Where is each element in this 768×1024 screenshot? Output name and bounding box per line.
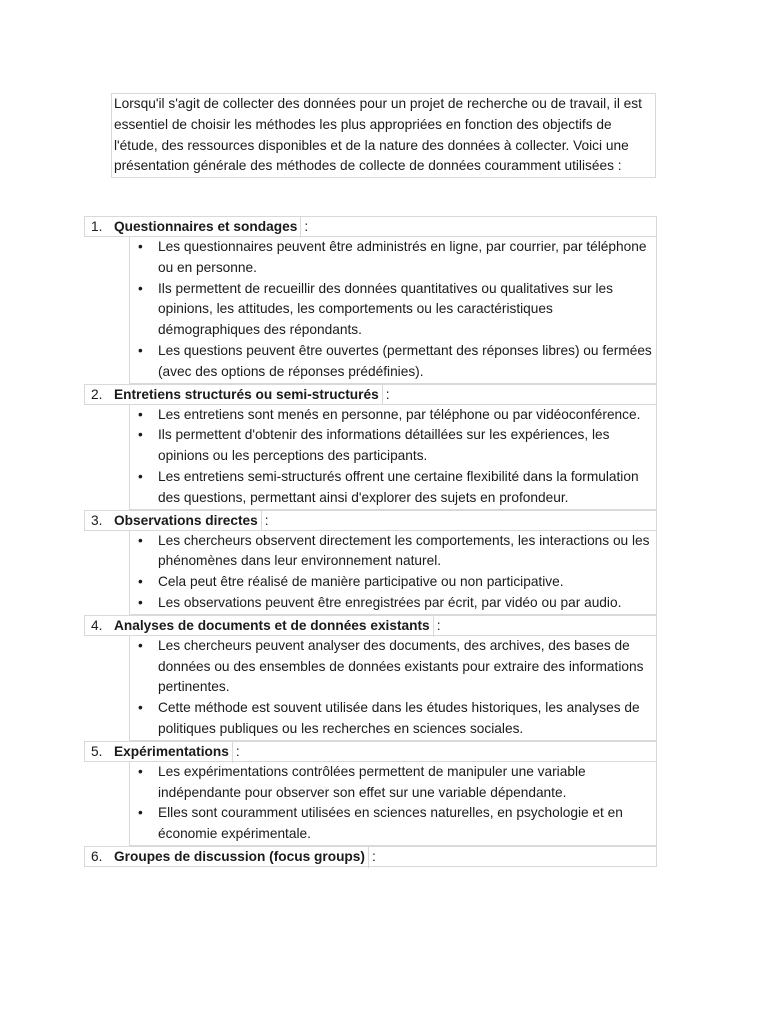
bullet-item: [138, 405, 652, 426]
bullet-dot-icon: •: [138, 427, 143, 443]
method-heading: [84, 510, 657, 531]
bullet-text: Les entretiens semi-structurés offrent une certaine flexibilité dans la formulation des questions, permettant ainsi d'explorer des sujets en profondeur.: [158, 468, 639, 505]
methods-list: [84, 216, 657, 867]
method-number: 1.: [91, 219, 103, 234]
method-number: 6.: [91, 848, 103, 864]
bullet-text: Les expérimentations contrôlées permettent de manipuler une variable indépendante pour observer son effet sur une variable dépendante.: [158, 763, 586, 800]
method-title: Analyses de documents et de données existants: [114, 616, 434, 637]
bullet-item: [138, 467, 652, 509]
bullet-text: Les chercheurs observent directement les comportements, les interactions ou les phénomènes dans leur environnement naturel.: [158, 532, 650, 569]
method-title: Entretiens structurés ou semi-structurés: [114, 385, 383, 406]
bullet-text: Cela peut être réalisé de manière participative ou non participative.: [158, 574, 564, 590]
bullet-text: Les questionnaires peuvent être administrés en ligne, par courrier, par téléphone ou en personne.: [158, 239, 647, 275]
method-number: 5.: [91, 743, 103, 759]
method-details: [129, 531, 657, 615]
method-heading: [84, 846, 657, 867]
bullet-dot-icon: •: [138, 532, 143, 548]
method-title: Observations directes: [114, 511, 262, 532]
method-details: [129, 636, 657, 741]
method-title-colon: :: [436, 617, 441, 633]
bullet-dot-icon: •: [138, 805, 143, 821]
method-number: 4.: [91, 617, 103, 633]
method-title-colon: :: [371, 848, 376, 864]
bullet-item: [138, 803, 652, 845]
method-title-wrap: [112, 616, 441, 637]
method-number: 2.: [91, 386, 103, 402]
bullet-list: [130, 762, 656, 845]
bullet-text: Les questions peuvent être ouvertes (permettant des réponses libres) ou fermées (avec des options de réponses prédéfinies).: [158, 342, 652, 379]
method-title: Groupes de discussion (focus groups): [114, 847, 369, 868]
method-title-colon: :: [264, 512, 269, 528]
bullet-dot-icon: •: [138, 280, 143, 296]
method-title-colon: :: [304, 219, 309, 234]
bullet-list: [130, 237, 656, 383]
bullet-dot-icon: •: [138, 763, 143, 779]
bullet-dot-icon: •: [138, 700, 143, 716]
method-title-wrap: [112, 847, 376, 868]
bullet-item: [138, 593, 652, 614]
bullet-item: [138, 636, 652, 698]
bullet-dot-icon: •: [138, 594, 143, 610]
bullet-text: Ils permettent d'obtenir des informations détaillées sur les expériences, les opinions ou les perceptions des participants.: [158, 427, 610, 464]
bullet-dot-icon: •: [138, 574, 143, 590]
bullet-dot-icon: •: [138, 406, 143, 422]
method-title-wrap: [112, 511, 269, 532]
method-title-colon: :: [385, 386, 390, 402]
bullet-dot-icon: •: [138, 342, 143, 358]
method-heading: [84, 216, 657, 237]
bullet-item: [138, 237, 652, 279]
bullet-dot-icon: •: [138, 468, 143, 484]
method-heading: [84, 384, 657, 405]
bullet-item: [138, 572, 652, 593]
bullet-item: [138, 341, 652, 383]
method-title-wrap: [112, 217, 308, 238]
bullet-text: Les observations peuvent être enregistrées par écrit, par vidéo ou par audio.: [158, 594, 622, 610]
bullet-dot-icon: •: [138, 239, 143, 254]
bullet-dot-icon: •: [138, 637, 143, 653]
method-heading: [84, 741, 657, 762]
intro-paragraph: Lorsqu'il s'agit de collecter des données pour un projet de recherche ou de travail, il est essentiel de choisir les méthodes les plus appropriées en fonction des objectifs de l'étude, des ressources disponibles et de la nature des données à collecter. Voici une présentation générale des méthodes de collecte de données couramment utilisées :: [111, 93, 656, 178]
bullet-item: [138, 425, 652, 467]
bullet-text: Ils permettent de recueillir des données quantitatives ou qualitatives sur les opinions, les attitudes, les comportements ou les caractéristiques démographiques des répondants.: [158, 280, 613, 338]
method-title: Questionnaires et sondages: [114, 217, 301, 238]
method-details: [129, 405, 657, 510]
method-title-colon: :: [235, 743, 240, 759]
method-heading: [84, 615, 657, 636]
method-title-wrap: [112, 742, 240, 763]
bullet-list: [130, 636, 656, 740]
bullet-item: [138, 279, 652, 341]
bullet-text: Elles sont couramment utilisées en sciences naturelles, en psychologie et en économie expérimentale.: [158, 805, 623, 842]
method-details: [129, 762, 657, 846]
bullet-item: [138, 531, 652, 573]
method-number: 3.: [91, 512, 103, 528]
bullet-item: [138, 698, 652, 740]
bullet-text: Cette méthode est souvent utilisée dans les études historiques, les analyses de politiques publiques ou les recherches en sciences sociales.: [158, 700, 640, 736]
bullet-list: [130, 531, 656, 614]
bullet-text: Les chercheurs peuvent analyser des documents, des archives, des bases de données ou des ensembles de données existants pour extraire des informations pertinentes.: [158, 637, 644, 695]
bullet-item: [138, 762, 652, 804]
bullet-list: [130, 405, 656, 509]
method-title-wrap: [112, 385, 390, 406]
method-title: Expérimentations: [114, 742, 233, 763]
method-details: [129, 237, 657, 384]
bullet-text: Les entretiens sont menés en personne, par téléphone ou par vidéoconférence.: [158, 406, 641, 422]
